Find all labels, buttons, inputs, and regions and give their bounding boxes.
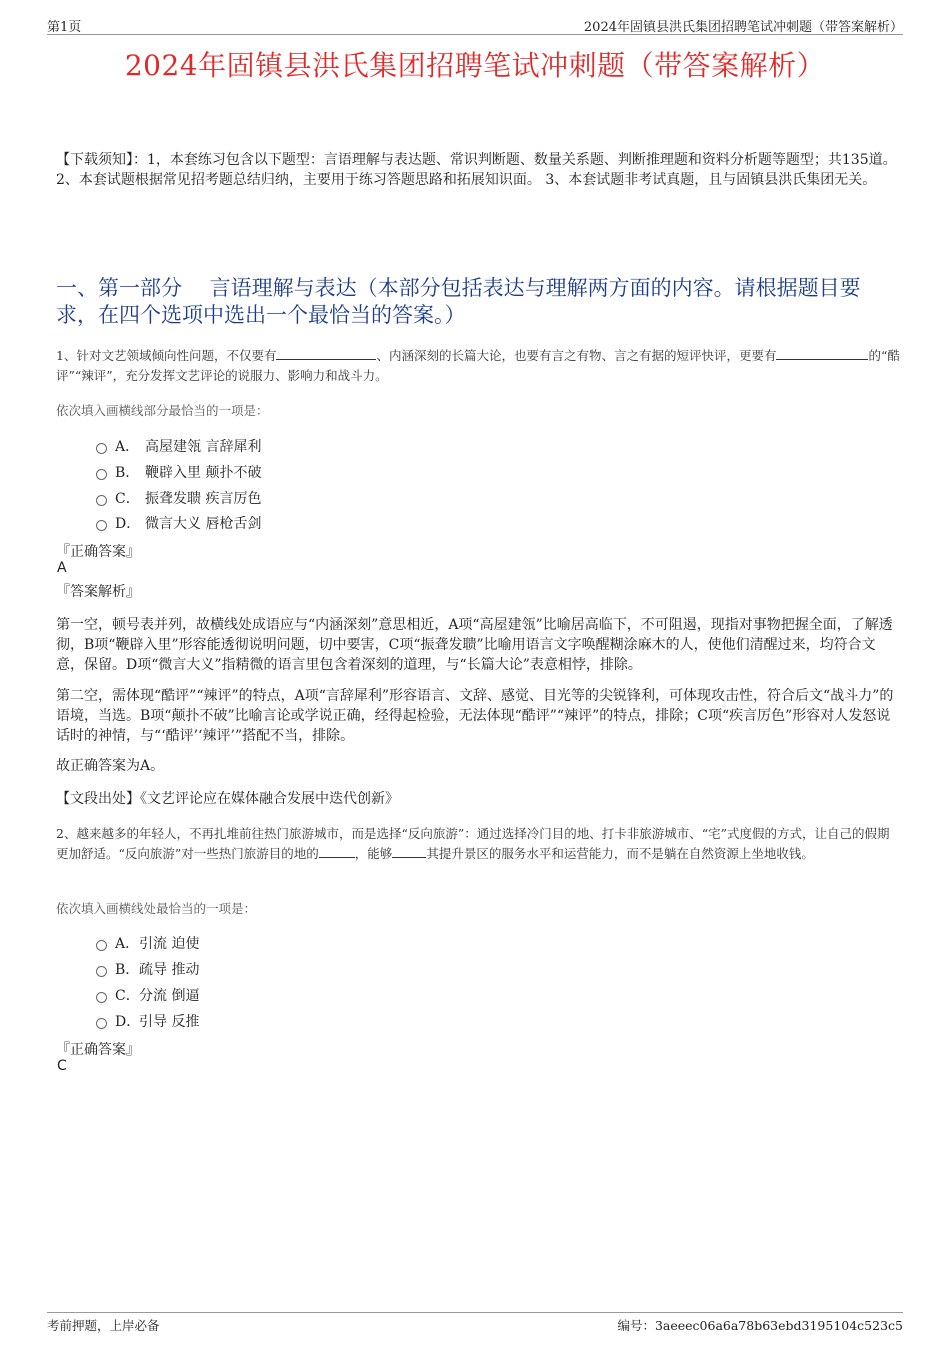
option-letter: A． <box>115 936 140 952</box>
radio-icon[interactable] <box>96 443 107 454</box>
answer-blank <box>392 845 426 858</box>
radio-icon[interactable] <box>96 1018 107 1029</box>
question-1-text-part: 1、针对文艺领域倾向性问题，不仅要有 <box>56 348 277 363</box>
question-1-analysis-1: 第一空，顿号表并列，故横线处成语应与“内涵深刻”意思相近，A项“高屋建瓴”比喻居高临下，不可阻遏，现指对事物把握全面，了解透彻，B项“鞭辟入里”形容能透彻说明问题，切中要害，C项“振聋发聩”比喻用语言文字唤醒糊涂麻木的人，使他们清醒过来，均符合文意，保留。D项“微言大义”指精微的语言里包含着深刻的道理，与“长篇大论”表意相悖，排除。 <box>56 617 893 673</box>
option-text: 振聋发聩 疾言厉色 <box>145 491 262 507</box>
question-2-text-part: 其提升景区的服务水平和运营能力，而不是躺在自然资源上坐地收钱。 <box>426 846 814 861</box>
question-2-answer-label: 『正确答案』 <box>56 1042 140 1058</box>
page-footer <box>47 1312 903 1331</box>
document-title: 2024年固镇县洪氏集团招聘笔试冲刺题（带答案解析） <box>124 49 826 82</box>
page-header <box>47 14 903 35</box>
question-2-text-part: 2、越来越多的年轻人，不再扎堆前往热门旅游城市，而是选择“反向旅游”：通过选择冷门目的地、打卡非旅游城市、“宅”式度假的方式，让自己的假期更加舒适。“反向旅游”对一些热门旅游目的地的 <box>56 826 890 861</box>
answer-blank <box>776 347 868 360</box>
question-1-option-d[interactable] <box>96 512 261 534</box>
page-number: 第1页 <box>47 20 82 35</box>
question-2-instruction: 依次填入画横线处最恰当的一项是： <box>56 901 257 916</box>
question-2-option-c[interactable] <box>96 984 199 1006</box>
option-letter: D． <box>115 516 141 532</box>
question-1-option-b[interactable] <box>96 461 261 483</box>
question-1-text-part: 、内涵深刻的长篇大论，也要有言之有物、言之有据的短评快评，更要有 <box>376 348 777 363</box>
download-notice: 【下载须知】：1，本套练习包含以下题型：言语理解与表达题、常识判断题、数量关系题、判断推理题和资料分析题等题型；共135道。 2、本套试题根据常见招考题总结归纳，主要用于练习答题思路和拓展知识面。 3、本套试题非考试真题，且与固镇县洪氏集团无关。 <box>56 152 897 188</box>
option-text: 引流 迫使 <box>139 936 200 952</box>
question-2-option-a[interactable] <box>96 932 199 954</box>
question-2-option-b[interactable] <box>96 958 199 980</box>
question-1-answer: A <box>57 560 67 576</box>
option-letter: B． <box>115 962 140 978</box>
question-1-instruction: 依次填入画横线部分最恰当的一项是： <box>56 403 269 418</box>
radio-icon[interactable] <box>96 992 107 1003</box>
question-2-text-part: ，能够 <box>354 846 393 861</box>
question-2-answer: C <box>57 1058 67 1074</box>
radio-icon[interactable] <box>96 469 107 480</box>
option-text: 疏导 推动 <box>139 962 200 978</box>
option-text: 鞭辟入里 颠扑不破 <box>145 465 262 481</box>
radio-icon[interactable] <box>96 966 107 977</box>
option-letter: C． <box>115 988 140 1004</box>
question-1-text <box>56 346 902 386</box>
radio-icon[interactable] <box>96 520 107 531</box>
option-letter: B． <box>115 465 140 481</box>
answer-blank <box>319 845 355 858</box>
question-1-option-c[interactable] <box>96 487 261 509</box>
option-text: 微言大义 唇枪舌剑 <box>145 516 262 532</box>
option-letter: A． <box>115 439 140 455</box>
option-text: 分流 倒逼 <box>139 988 200 1004</box>
option-letter: D． <box>115 1014 141 1030</box>
question-1-conclusion: 故正确答案为A。 <box>56 758 165 774</box>
option-text: 引导 反推 <box>139 1014 200 1030</box>
question-2-text <box>56 824 902 864</box>
radio-icon[interactable] <box>96 940 107 951</box>
header-doc-title: 2024年固镇县洪氏集团招聘笔试冲刺题（带答案解析） <box>583 20 903 35</box>
question-1-answer-label: 『正确答案』 <box>56 544 140 560</box>
section-title: 一、第一部分 言语理解与表达（本部分包括表达与理解两方面的内容。请根据题目要求，在四个选项中选出一个最恰当的答案。） <box>56 276 861 327</box>
question-2-option-d[interactable] <box>96 1010 199 1032</box>
question-1-source: 【文段出处】《文艺评论应在媒体融合发展中迭代创新》 <box>56 791 399 807</box>
question-1-analysis-label: 『答案解析』 <box>56 584 140 600</box>
option-text: 高屋建瓴 言辞犀利 <box>145 439 262 455</box>
answer-blank <box>276 347 376 360</box>
footer-slogan: 考前押题，上岸必备 <box>47 1318 160 1333</box>
radio-icon[interactable] <box>96 495 107 506</box>
question-1-option-a[interactable] <box>96 435 261 457</box>
question-1-text-part: 的“酷评”“辣评”，充分发挥文艺评论的说服力、影响力和战斗力。 <box>56 348 900 383</box>
question-1-analysis-2: 第二空，需体现“酷评”“辣评”的特点，A项“言辞犀利”形容语言、文辞、感觉、目光等的尖锐锋利，可体现攻击性，符合后文“战斗力”的语境，当选。B项“颠扑不破”比喻言论或学说正确，经得起检验，无法体现“酷评”“辣评”的特点，排除；C项“疾言厉色”形容对人发怒说话时的神情，与“‘酷评’‘辣评’”搭配不当，排除。 <box>56 688 894 744</box>
option-letter: C． <box>115 491 140 507</box>
footer-doc-id: 编号：3aeeec06a6a78b63ebd3195104c523c5 <box>617 1318 903 1333</box>
